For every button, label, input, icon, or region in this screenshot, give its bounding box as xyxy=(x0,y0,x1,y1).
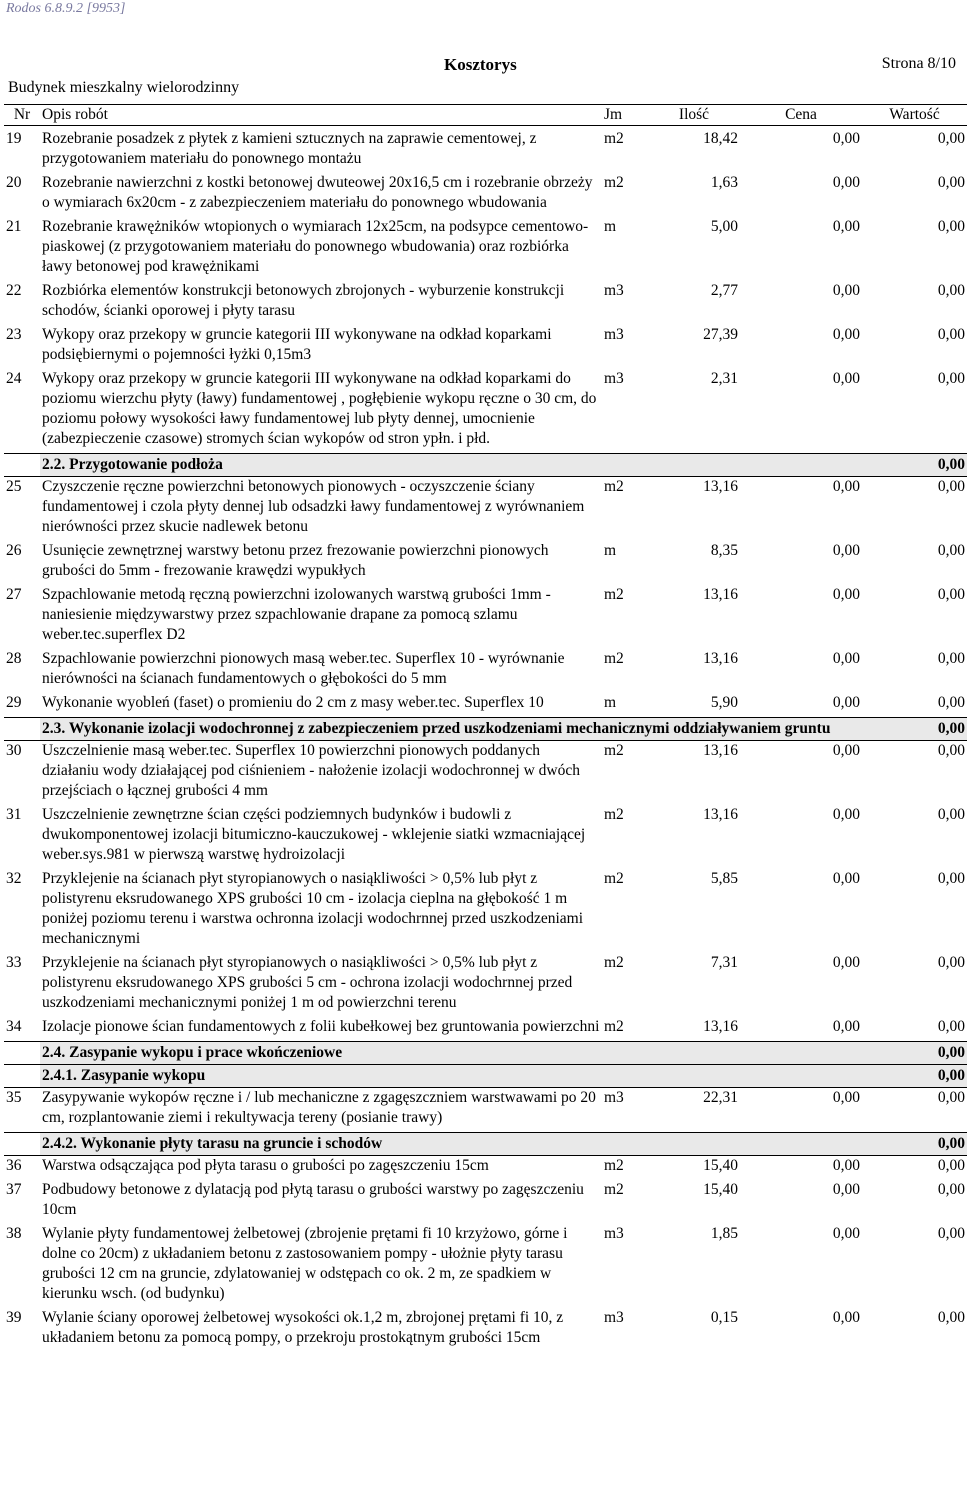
row-price: 0,00 xyxy=(832,174,860,191)
app-title: Rodos 6.8.9.2 [9953] xyxy=(6,1,126,16)
row-number: 34 xyxy=(6,1018,22,1035)
row-quantity: 18,42 xyxy=(703,130,738,147)
row-description: Uszczelnienie zewnętrzne ścian części podziemnych budynków i budowli z dwukomponentowej izolacji bitumiczno-kauczukowej - wklejenie siatki wzmacniającej weber.sys.981 w pierwszą warstwę hydroizolacji xyxy=(42,806,586,863)
row-price: 0,00 xyxy=(832,954,860,971)
row-unit: m2 xyxy=(604,650,624,667)
row-value: 0,00 xyxy=(937,694,965,711)
page-number: Strona 8/10 xyxy=(881,55,956,72)
row-number: 27 xyxy=(6,586,22,603)
row-unit: m3 xyxy=(604,282,624,299)
row-value: 0,00 xyxy=(937,954,965,971)
row-description: Wylanie ściany oporowej żelbetowej wysokości ok.1,2 m, zbrojonej prętami fi 10, z układaniem betonu za pomocą pompy, o przekroju prostokątnym grubości 15cm xyxy=(42,1309,564,1346)
row-description: Szpachlowanie powierzchni pionowych masą weber.tec. Superflex 10 - wyrównanie nierówności na ścianach fundamentowych o głębokości do 5 mm xyxy=(42,650,565,687)
row-unit: m2 xyxy=(604,130,624,147)
row-description: Usunięcie zewnętrznej warstwy betonu przez frezowanie powierzchni pionowych grubości do 5mm - frezowanie krawędzi wypukłych xyxy=(42,542,549,579)
row-value: 0,00 xyxy=(937,542,965,559)
row-price: 0,00 xyxy=(832,1181,860,1198)
row-number: 33 xyxy=(6,954,22,971)
row-description: Rozebranie nawierzchni z kostki betonowej dwuteowej 20x16,5 cm i rozebranie obrzeży o wymiarach 6x20cm - z zabezpieczeniem materiału do ponownego wbudowania xyxy=(42,174,593,211)
row-unit: m3 xyxy=(602,1088,648,1133)
row-number xyxy=(4,1042,40,1065)
row-description: Rozebranie krawężników wtopionych o wymiarach 12x25cm, na podsypce cementowo-piaskowej (z przygotowaniem materiału do ponownego wbudowania) oraz rozbiórka ławy betonowej pod krawężnikami xyxy=(42,218,589,275)
row-number: 30 xyxy=(4,741,40,806)
row-number xyxy=(4,1065,40,1088)
row-value: 0,00 xyxy=(937,1309,965,1326)
row-number xyxy=(4,718,40,741)
row-unit: m xyxy=(604,218,617,235)
table-row xyxy=(4,1017,967,1042)
section-heading-row xyxy=(4,454,967,477)
row-description: Podbudowy betonowe z dylatacją pod płytą tarasu o grubości warstwy po zagęszczeniu 10cm xyxy=(42,1181,584,1218)
row-price: 0,00 xyxy=(832,1225,860,1242)
section-heading-row xyxy=(4,1133,967,1156)
table-row xyxy=(4,805,967,869)
row-quantity: 22,31 xyxy=(648,1088,740,1133)
table-row xyxy=(4,369,967,454)
row-price: 0,00 xyxy=(832,326,860,343)
row-description: Rozbiórka elementów konstrukcji betonowych zbrojonych - wyburzenie konstrukcji schodów, ścianki oporowej i płyty tarasu xyxy=(42,282,565,319)
row-unit: m3 xyxy=(604,1309,624,1326)
column-header-price: Cena xyxy=(740,105,862,126)
row-quantity: 2,77 xyxy=(710,282,738,299)
table-row xyxy=(4,585,967,649)
row-description: Izolacje pionowe ścian fundamentowych z folii kubełkowej bez gruntowania powierzchni xyxy=(42,1018,600,1035)
section-value: 0,00 xyxy=(862,454,967,477)
table-row xyxy=(4,869,967,953)
row-description: Przyklejenie na ścianach płyt styropianowych o nasiąkliwości > 0,5% lub płyt z polistyrenu eksrudowanego XPS grubości 5 cm - ochrona izolacji wodochrnnej przed uszkodzeniami mechanicznymi poniżej 1 m od powierzchni terenu xyxy=(42,954,573,1011)
table-body xyxy=(4,126,967,1353)
row-unit: m2 xyxy=(604,586,624,603)
row-price: 0,00 xyxy=(832,218,860,235)
section-title: 2.4. Zasypanie wykopu i prace wkończeniowe xyxy=(40,1042,862,1065)
row-number: 23 xyxy=(6,326,22,343)
row-value: 0,00 xyxy=(937,1018,965,1035)
row-quantity: 15,40 xyxy=(648,1156,740,1181)
row-price: 0,00 xyxy=(832,130,860,147)
row-description: Wykonanie wyobleń (faset) o promieniu do 2 cm z masy weber.tec. Superflex 10 xyxy=(42,694,544,711)
row-quantity: 2,31 xyxy=(710,370,738,387)
row-value: 0,00 xyxy=(862,1088,967,1133)
row-price: 0,00 xyxy=(832,282,860,299)
row-number: 37 xyxy=(6,1181,22,1198)
row-unit: m2 xyxy=(602,477,648,542)
row-number: 36 xyxy=(4,1156,40,1181)
row-price: 0,00 xyxy=(832,650,860,667)
row-unit: m3 xyxy=(604,326,624,343)
section-title: 2.4.2. Wykonanie płyty tarasu na gruncie i schodów xyxy=(40,1133,862,1156)
row-number: 25 xyxy=(4,477,40,542)
row-price: 0,00 xyxy=(832,370,860,387)
row-unit: m2 xyxy=(604,870,624,887)
row-number: 19 xyxy=(6,130,22,147)
row-number: 24 xyxy=(6,370,22,387)
row-unit: m xyxy=(604,694,617,711)
section-title: 2.4.1. Zasypanie wykopu xyxy=(40,1065,862,1088)
section-title: 2.2. Przygotowanie podłoża xyxy=(40,454,862,477)
row-value: 0,00 xyxy=(862,741,967,806)
table-row xyxy=(4,541,967,585)
row-quantity: 7,31 xyxy=(710,954,738,971)
row-quantity: 27,39 xyxy=(703,326,738,343)
table-row xyxy=(4,1156,967,1181)
row-quantity: 1,85 xyxy=(710,1225,738,1242)
row-quantity: 0,15 xyxy=(710,1309,738,1326)
row-quantity: 5,90 xyxy=(710,694,738,711)
row-value: 0,00 xyxy=(937,282,965,299)
row-unit: m2 xyxy=(602,741,648,806)
row-description: Wykopy oraz przekopy w gruncie kategorii III wykonywane na odkład koparkami do poziomu wierzchu płyty (ławy) fundamentowej , pogłębienie wykopu ręczne o 30 cm, do poziomu połowy wysokości ławy fundamentowej lub płyty dennej, umocnienie (zabezpieczenie czasowe) stromych ścian wykopów od stron ypłn. i płd. xyxy=(42,370,597,447)
row-price: 0,00 xyxy=(740,1088,862,1133)
row-number: 39 xyxy=(6,1309,22,1326)
row-quantity: 13,16 xyxy=(648,741,740,806)
row-unit: m2 xyxy=(602,1156,648,1181)
row-quantity: 8,35 xyxy=(710,542,738,559)
row-value: 0,00 xyxy=(937,1225,965,1242)
row-price: 0,00 xyxy=(832,1018,860,1035)
row-value: 0,00 xyxy=(862,477,967,542)
row-unit: m3 xyxy=(604,370,624,387)
table-row xyxy=(4,325,967,369)
row-number: 31 xyxy=(6,806,22,823)
table-row xyxy=(4,953,967,1017)
row-price: 0,00 xyxy=(832,586,860,603)
row-value: 0,00 xyxy=(937,586,965,603)
table-row xyxy=(4,1088,967,1133)
table-row xyxy=(4,1180,967,1224)
table-row xyxy=(4,126,967,174)
section-heading-row xyxy=(4,1065,967,1088)
row-unit: m2 xyxy=(604,1018,624,1035)
row-number: 32 xyxy=(6,870,22,887)
row-description: Wykopy oraz przekopy w gruncie kategorii III wykonywane na odkład koparkami podsiębiernymi o pojemności łyżki 0,15m3 xyxy=(42,326,552,363)
row-value: 0,00 xyxy=(937,1181,965,1198)
row-number: 29 xyxy=(6,694,22,711)
row-value: 0,00 xyxy=(937,370,965,387)
table-row xyxy=(4,173,967,217)
table-header-row xyxy=(4,105,967,126)
row-description: Rozebranie posadzek z płytek z kamieni sztucznych na zaprawie cementowej, z przygotowaniem materiału do ponownego montażu xyxy=(42,130,537,167)
row-description: Uszczelnienie masą weber.tec. Superflex 10 powierzchni pionowych poddanych działaniu wody działającej pod ciśnieniem - nałożenie izolacji wodochronnej w dwóch przejściach o łącznej grubości 4 mm xyxy=(40,741,602,806)
row-unit: m xyxy=(604,542,617,559)
row-number: 28 xyxy=(6,650,22,667)
column-header-description: Opis robót xyxy=(40,105,602,126)
row-unit: m2 xyxy=(604,954,624,971)
estimate-table xyxy=(4,104,967,1352)
row-value: 0,00 xyxy=(937,326,965,343)
row-description: Szpachlowanie metodą ręczną powierzchni izolowanych warstwą grubości 1mm - naniesienie międzywarstwy przez szpachlowanie drapane za pomocą szlamu weber.tec.superflex D2 xyxy=(42,586,551,643)
section-title: 2.3. Wykonanie izolacji wodochronnej z zabezpieczeniem przed uszkodzeniami mechanicznymi oddziaływaniem gruntu xyxy=(40,718,862,741)
row-description: Warstwa odsączająca pod płyta tarasu o grubości po zagęszczeniu 15cm xyxy=(40,1156,602,1181)
row-description: Wylanie płyty fundamentowej żelbetowej (zbrojenie prętami fi 10 krzyżowo, górne i dolne co 20cm) z układaniem betonu z zastosowaniem pompy - ułożnie płyty tarasu grubości 12 cm na gruncie, zdylatowaniej w odstępach co ok. 2 m, ze spadkiem w kierunku wsch. (od budynku) xyxy=(42,1225,568,1302)
section-value: 0,00 xyxy=(862,1065,967,1088)
table-row xyxy=(4,281,967,325)
column-header-quantity: Ilość xyxy=(648,105,740,126)
column-header-value: Wartość xyxy=(862,105,967,126)
row-price: 0,00 xyxy=(832,542,860,559)
row-number xyxy=(4,1133,40,1156)
row-price: 0,00 xyxy=(832,806,860,823)
row-quantity: 1,63 xyxy=(710,174,738,191)
row-quantity: 13,16 xyxy=(703,650,738,667)
table-row xyxy=(4,477,967,542)
row-quantity: 13,16 xyxy=(703,806,738,823)
row-quantity: 5,85 xyxy=(710,870,738,887)
table-row xyxy=(4,1224,967,1308)
section-value: 0,00 xyxy=(862,1133,967,1156)
row-value: 0,00 xyxy=(937,650,965,667)
row-quantity: 13,16 xyxy=(703,586,738,603)
row-unit: m2 xyxy=(604,806,624,823)
section-value: 0,00 xyxy=(862,718,967,741)
row-value: 0,00 xyxy=(937,806,965,823)
row-number: 22 xyxy=(6,282,22,299)
row-price: 0,00 xyxy=(740,477,862,542)
document-title: Kosztorys xyxy=(444,55,517,74)
row-quantity: 5,00 xyxy=(710,218,738,235)
row-unit: m2 xyxy=(604,1181,624,1198)
row-number: 26 xyxy=(6,542,22,559)
table-row xyxy=(4,217,967,281)
section-heading-row xyxy=(4,718,967,741)
row-number xyxy=(4,454,40,477)
row-number: 20 xyxy=(6,174,22,191)
column-header-unit: Jm xyxy=(602,105,648,126)
row-quantity: 15,40 xyxy=(703,1181,738,1198)
row-description: Czyszczenie ręczne powierzchni betonowych pionowych - oczyszczenie ściany fundamentowej i czola płyty dennej lub odsadzki ławy fundamentowej z wyrównaniem nierówności przez skucie nadlewek betonu xyxy=(40,477,602,542)
table-row xyxy=(4,1308,967,1352)
row-number: 21 xyxy=(6,218,22,235)
row-value: 0,00 xyxy=(937,870,965,887)
row-price: 0,00 xyxy=(832,1309,860,1326)
row-unit: m2 xyxy=(604,174,624,191)
row-unit: m3 xyxy=(604,1225,624,1242)
row-value: 0,00 xyxy=(862,1156,967,1181)
row-value: 0,00 xyxy=(937,218,965,235)
table-row xyxy=(4,693,967,718)
row-description: Przyklejenie na ścianach płyt styropianowych o nasiąkliwości > 0,5% lub płyt z polistyrenu eksrudowanego XPS grubości 10 cm - izolacja cieplna na głębokość 1 m poniżej poziomu terenu i warstwa ochronna izolacji wodochrnnej przed uszkodzeniami mechanicznymi xyxy=(42,870,584,947)
row-value: 0,00 xyxy=(937,130,965,147)
row-description: Zasypywanie wykopów ręczne i / lub mechaniczne z zgagęszczniem warstwawami po 20 cm, rozplantowanie ziemi i rekultywacja tereny (posianie trawy) xyxy=(40,1088,602,1133)
row-price: 0,00 xyxy=(832,694,860,711)
table-row xyxy=(4,649,967,693)
table-row xyxy=(4,741,967,806)
row-value: 0,00 xyxy=(937,174,965,191)
section-value: 0,00 xyxy=(862,1042,967,1065)
row-number: 35 xyxy=(4,1088,40,1133)
building-name: Budynek mieszkalny wielorodzinny xyxy=(8,79,240,96)
row-price: 0,00 xyxy=(740,1156,862,1181)
row-quantity: 13,16 xyxy=(648,477,740,542)
row-price: 0,00 xyxy=(832,870,860,887)
row-price: 0,00 xyxy=(740,741,862,806)
column-header-nr: Nr xyxy=(4,105,40,126)
row-number: 38 xyxy=(6,1225,22,1242)
row-quantity: 13,16 xyxy=(703,1018,738,1035)
section-heading-row xyxy=(4,1042,967,1065)
